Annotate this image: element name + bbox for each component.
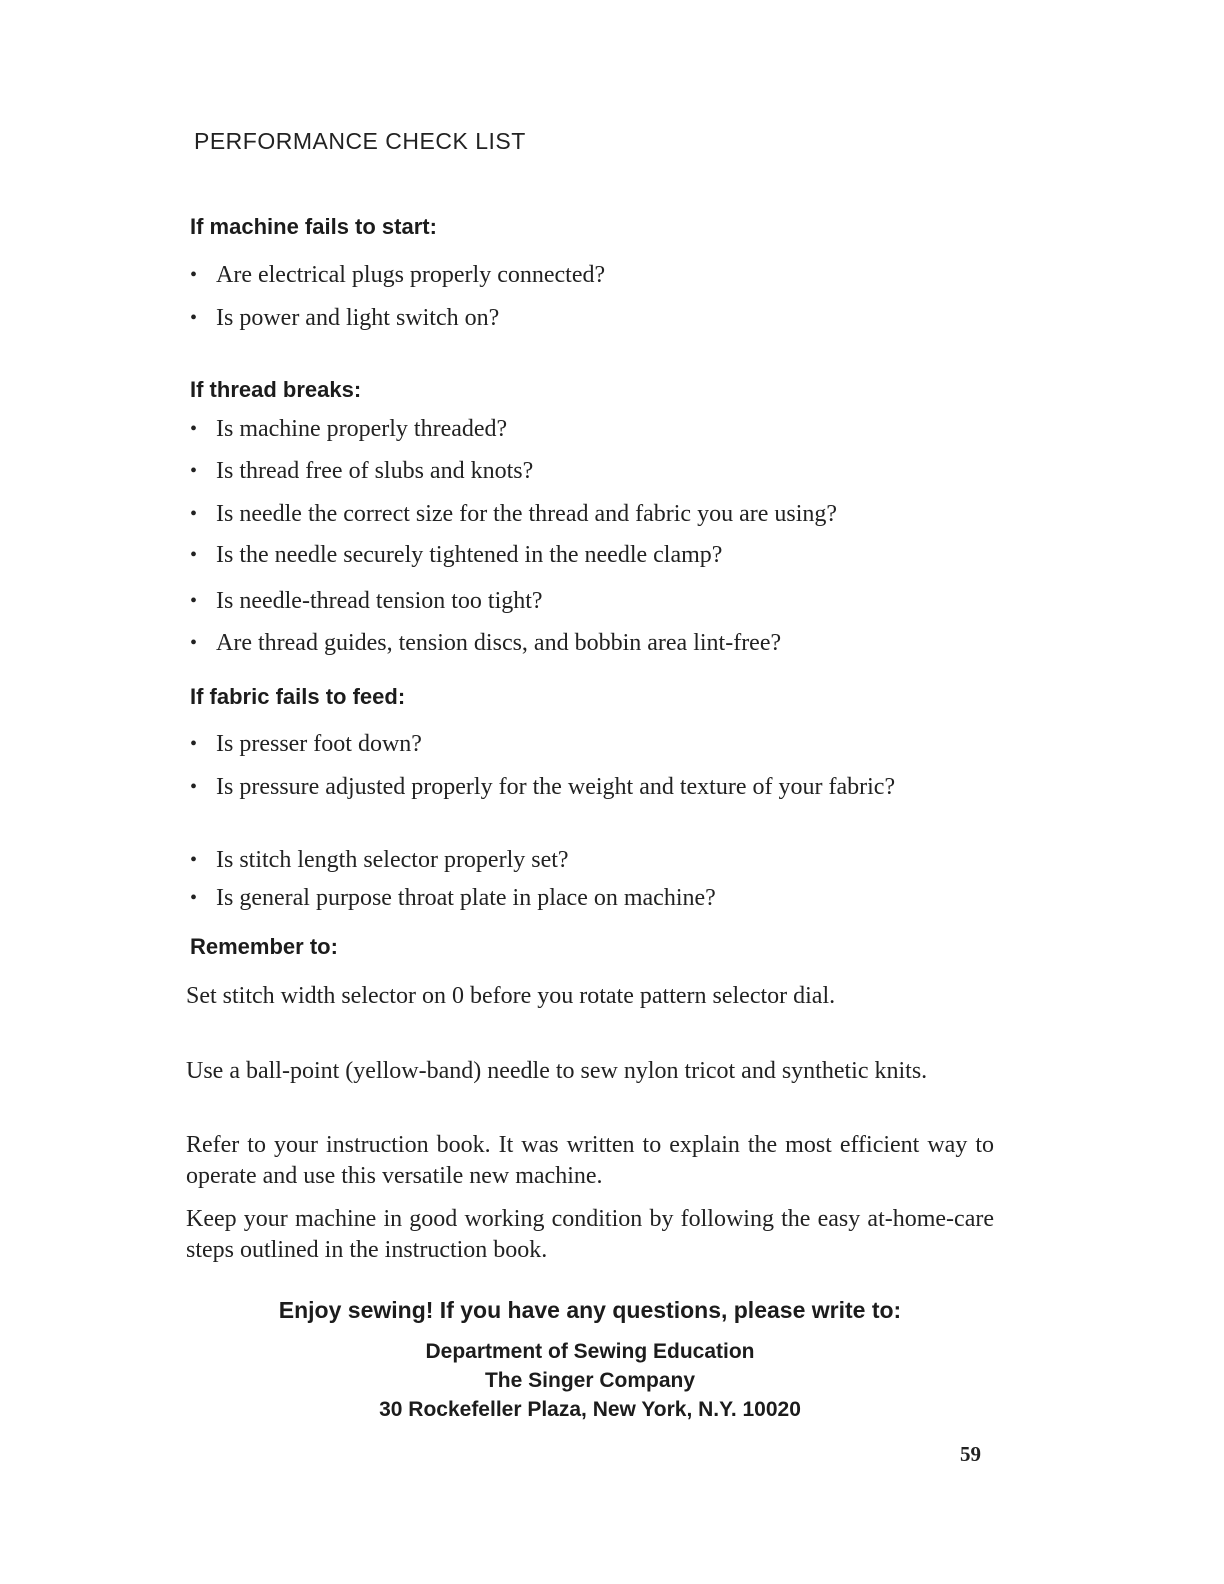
bullet-icon: • [190, 307, 198, 329]
contact-address: 30 Rockefeller Plaza, New York, N.Y. 10020 [379, 1398, 801, 1421]
page-number: 59 [960, 1442, 981, 1466]
contact-department: Department of Sewing Education [425, 1340, 755, 1363]
bullet-icon: • [190, 544, 198, 566]
page-title: PERFORMANCE CHECK LIST [194, 128, 526, 154]
list-item [190, 304, 1005, 333]
list-item-text: Is presser foot down? [216, 731, 422, 757]
bullet-icon: • [190, 503, 198, 525]
bullet-icon: • [190, 590, 198, 612]
list-item-text: Is needle-thread tension too tight? [216, 588, 543, 614]
section-heading-fails-to-start: If machine fails to start: [190, 214, 437, 239]
list-item-text: Is power and light switch on? [216, 305, 500, 331]
list-item [190, 457, 1005, 486]
list-item [190, 541, 1005, 570]
section-heading-thread-breaks: If thread breaks: [190, 377, 362, 402]
bullet-icon: • [190, 264, 198, 286]
closing-line: Enjoy sewing! If you have any questions, please write to: [278, 1297, 902, 1323]
list-item [190, 730, 1005, 759]
bullet-icon: • [190, 887, 198, 909]
list-item [190, 884, 1005, 913]
list-item-text: Are thread guides, tension discs, and bobbin area lint-free? [216, 630, 782, 656]
list-item-text: Is needle the correct size for the thread and fabric you are using? [216, 501, 838, 527]
list-item-text: Is machine properly threaded? [216, 416, 508, 442]
bullet-icon: • [190, 733, 198, 755]
list-item [190, 500, 1005, 529]
section-heading-fails-to-feed: If fabric fails to feed: [190, 684, 406, 709]
list-item [190, 261, 1005, 290]
list-item [190, 773, 1005, 802]
list-item [190, 587, 1005, 616]
bullet-icon: • [190, 460, 198, 482]
list-item-text: Is stitch length selector properly set? [216, 847, 569, 873]
list-item [190, 846, 1005, 875]
tip-paragraph: Set stitch width selector on 0 before you rotate pattern selector dial. [186, 983, 836, 1009]
bullet-icon: • [190, 849, 198, 871]
bullet-icon: • [190, 776, 198, 798]
list-item-text: Is thread free of slubs and knots? [216, 458, 534, 484]
list-item-text: Are electrical plugs properly connected? [216, 262, 606, 288]
list-item [190, 629, 1005, 658]
bullet-icon: • [190, 418, 198, 440]
bullet-icon: • [190, 632, 198, 654]
tip-paragraph: Use a ball-point (yellow-band) needle to sew nylon tricot and synthetic knits. [186, 1058, 928, 1084]
list-item-text: Is the needle securely tightened in the needle clamp? [216, 542, 723, 568]
tip-paragraph: Keep your machine in good working condition by following the easy at-home-care steps outlined in the instruction book. [186, 1206, 994, 1263]
section-heading-remember: Remember to: [190, 934, 338, 959]
contact-company: The Singer Company [484, 1369, 696, 1392]
tip-paragraph: Refer to your instruction book. It was written to explain the most efficient way to operate and use this versatile new machine. [186, 1132, 994, 1189]
list-item [190, 415, 1005, 444]
list-item-text: Is general purpose throat plate in place on machine? [216, 885, 716, 911]
list-item-text: Is pressure adjusted properly for the weight and texture of your fabric? [216, 774, 896, 800]
